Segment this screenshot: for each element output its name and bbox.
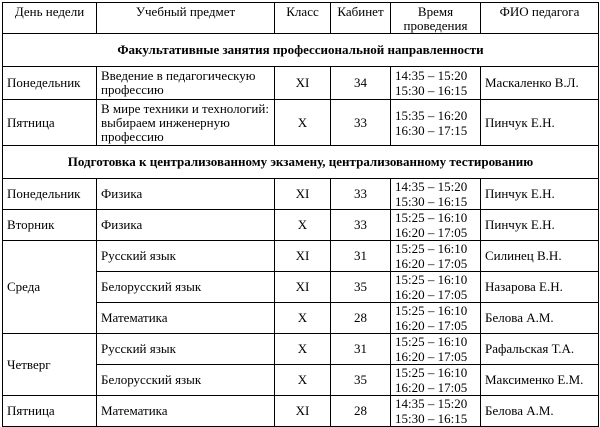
teacher-cell: Пинчук Е.Н. xyxy=(481,179,599,210)
header-subject: Учебный предмет xyxy=(97,3,275,34)
time-start: 15:35 – 16:20 xyxy=(395,107,468,123)
time-cell xyxy=(391,241,481,272)
subject-cell: Русский язык xyxy=(97,334,275,365)
time-cell xyxy=(391,303,481,334)
time-cell xyxy=(391,396,481,427)
time-start: 15:25 – 16:10 xyxy=(395,272,468,287)
room-cell: 28 xyxy=(331,396,391,427)
day-cell: Понедельник xyxy=(3,67,97,100)
room-cell: 31 xyxy=(331,334,391,365)
day-cell: Пятница xyxy=(3,100,97,146)
teacher-cell: Пинчук Е.Н. xyxy=(481,210,599,241)
time-start: 15:25 – 16:10 xyxy=(395,303,468,318)
grade-cell: XI xyxy=(275,272,331,303)
time-end: 16:30 – 17:15 xyxy=(395,122,468,138)
room-cell: 35 xyxy=(331,365,391,396)
subject-cell: Физика xyxy=(97,179,275,210)
day-cell: Пятница xyxy=(3,396,97,427)
teacher-cell: Белова А.М. xyxy=(481,303,599,334)
time-start: 15:25 – 16:10 xyxy=(395,241,468,256)
section-title: Факультативные занятия профессиональной направленности xyxy=(3,34,599,67)
table-row xyxy=(3,100,599,146)
time-end: 16:20 – 17:05 xyxy=(395,349,468,364)
grade-cell: X xyxy=(275,100,331,146)
subject-cell: В мире техники и технологий: выбираем инженерную профессию xyxy=(97,100,275,146)
table-row xyxy=(3,334,599,365)
time-cell xyxy=(391,179,481,210)
room-cell: 34 xyxy=(331,67,391,100)
room-cell: 31 xyxy=(331,241,391,272)
day-cell: Вторник xyxy=(3,210,97,241)
grade-cell: X xyxy=(275,334,331,365)
table-row xyxy=(3,396,599,427)
header-day: День недели xyxy=(3,3,97,34)
time-start: 15:25 – 16:10 xyxy=(395,334,468,349)
time-cell xyxy=(391,272,481,303)
time-start: 15:25 – 16:10 xyxy=(395,365,468,380)
time-cell xyxy=(391,67,481,100)
time-cell xyxy=(391,334,481,365)
subject-cell: Физика xyxy=(97,210,275,241)
day-cell: Четверг xyxy=(3,334,97,396)
subject-cell: Белорусский язык xyxy=(97,365,275,396)
time-cell xyxy=(391,365,481,396)
time-cell xyxy=(391,100,481,146)
subject-cell: Русский язык xyxy=(97,241,275,272)
grade-cell: XI xyxy=(275,67,331,100)
header-time: Время проведения xyxy=(391,3,481,34)
time-end: 16:20 – 17:05 xyxy=(395,318,468,333)
time-end: 16:20 – 17:05 xyxy=(395,287,468,302)
subject-cell: Математика xyxy=(97,303,275,334)
time-start: 14:35 – 15:20 xyxy=(395,179,468,194)
time-end: 15:30 – 16:15 xyxy=(395,83,468,98)
teacher-cell: Маскаленко В.Л. xyxy=(481,67,599,100)
teacher-cell: Белова А.М. xyxy=(481,396,599,427)
day-cell: Понедельник xyxy=(3,179,97,210)
room-cell: 33 xyxy=(331,179,391,210)
subject-cell: Белорусский язык xyxy=(97,272,275,303)
time-start: 15:25 – 16:10 xyxy=(395,210,468,225)
grade-cell: X xyxy=(275,365,331,396)
section-title-row xyxy=(3,34,599,67)
room-cell: 33 xyxy=(331,210,391,241)
subject-cell: Математика xyxy=(97,396,275,427)
schedule-table xyxy=(2,2,599,427)
day-cell: Среда xyxy=(3,241,97,334)
section-title-row xyxy=(3,146,599,179)
table-row xyxy=(3,179,599,210)
room-cell: 33 xyxy=(331,100,391,146)
table-row xyxy=(3,241,599,272)
teacher-cell: Силинец В.Н. xyxy=(481,241,599,272)
table-row xyxy=(3,210,599,241)
header-teacher: ФИО педагога xyxy=(481,3,599,34)
teacher-cell: Назарова Е.Н. xyxy=(481,272,599,303)
grade-cell: XI xyxy=(275,179,331,210)
grade-cell: XI xyxy=(275,241,331,272)
subject-cell: Введение в педагогическую профессию xyxy=(97,67,275,100)
header-grade: Класс xyxy=(275,3,331,34)
grade-cell: X xyxy=(275,303,331,334)
grade-cell: X xyxy=(275,210,331,241)
header-room: Кабинет xyxy=(331,3,391,34)
teacher-cell: Максименко Е.М. xyxy=(481,365,599,396)
table-row xyxy=(3,67,599,100)
teacher-cell: Рафальская Т.А. xyxy=(481,334,599,365)
time-end: 16:20 – 17:05 xyxy=(395,380,468,395)
time-end: 16:20 – 17:05 xyxy=(395,225,468,240)
time-end: 15:30 – 16:15 xyxy=(395,194,468,209)
time-end: 15:30 – 16:15 xyxy=(395,411,468,426)
teacher-cell: Пинчук Е.Н. xyxy=(481,100,599,146)
room-cell: 28 xyxy=(331,303,391,334)
header-row xyxy=(3,3,599,34)
time-cell xyxy=(391,210,481,241)
time-end: 16:20 – 17:05 xyxy=(395,256,468,271)
room-cell: 35 xyxy=(331,272,391,303)
grade-cell: XI xyxy=(275,396,331,427)
section-title: Подготовка к централизованному экзамену, централизованному тестированию xyxy=(3,146,599,179)
time-start: 14:35 – 15:20 xyxy=(395,68,468,83)
time-start: 14:35 – 15:20 xyxy=(395,396,468,411)
